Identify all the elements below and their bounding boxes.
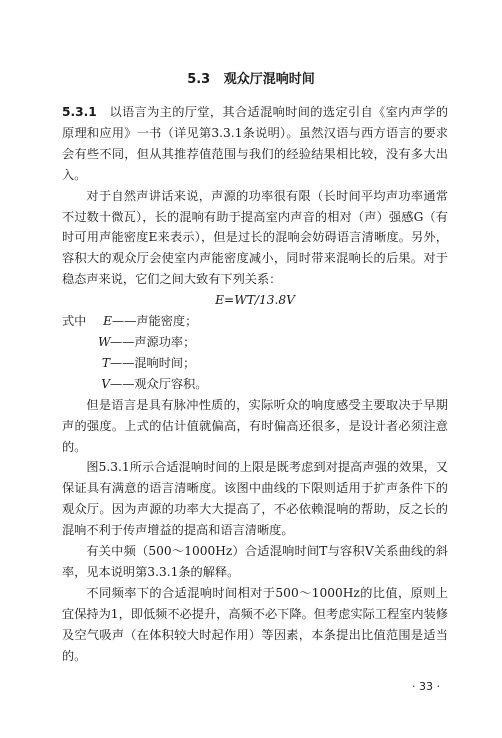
definition-row: [62, 311, 448, 332]
symbol-desc: ——混响时间；: [110, 355, 196, 370]
clause-number: 5.3.1: [62, 105, 97, 119]
section-heading: [0, 68, 502, 87]
paragraph-natural-voice: 对于自然声讲话来说，声源的功率很有限（长时间平均声功率通常不过数十微瓦），长的混响有助于提高室内声音的相对（声）强感G（有时可用声能密度E来表示），但是过长的混响会妨碍语言清晰度。另外，容积大的观众厅会使室内声能密度减小，同时带来混响长的后果。对于稳态声来说，它们之间大致有下列关系：: [62, 188, 448, 287]
clause-paragraph: [62, 102, 448, 186]
section-number: 5.3: [187, 72, 211, 87]
definition-row: [62, 353, 448, 374]
paragraph-slope: 有关中频（500～1000Hz）合适混响时间T与容积V关系曲线的斜率，见本说明第3.3.1条的解释。: [62, 544, 448, 579]
paragraph-figure-description: 图5.3.1所示合适混响时间的上限是既考虑到对提高声强的效果，又保证具有满意的语言清晰度。该图中曲线的下限则适用于扩声条件下的观众厅。因为声源的功率大大提高了，不必依赖混响的帮助，反之长的混响不利于传声增益的提高和语言清晰度。: [62, 460, 448, 538]
definition-row: [62, 332, 448, 353]
symbol: V: [101, 376, 110, 391]
document-body: [62, 102, 448, 666]
clause-text: 以语言为主的厅堂，其合适混响时间的选定引自《室内声学的原理和应用》一书（详见第3.3.1条说明）。虽然汉语与西方语言的要求会有些不同，但从其推荐值范围与我们的经验结果相比较，没有多大出入。: [62, 105, 449, 182]
formula: E=WT/13.8V: [215, 293, 295, 308]
symbol-desc: ——声能密度；: [112, 314, 198, 329]
page-number: · 33 ·: [412, 680, 440, 693]
symbol-desc: ——声源功率；: [110, 334, 196, 349]
definition-row: [62, 374, 448, 395]
symbol: W: [98, 334, 111, 349]
where-label: 式中: [62, 314, 87, 329]
symbol: T: [101, 355, 110, 370]
paragraph-pulse-nature: 但是语言是具有脉冲性质的，实际听众的响度感受主要取决于早期声的强度。上式的估计值就偏高，有时偏高还很多，是设计者必须注意的。: [62, 397, 448, 454]
paragraph-frequency-ratio: 不同频率下的合适混响时间相对于500～1000Hz的比值，原则上宜保持为1，即低频不必提升，高频不必下降。但考虑实际工程室内装修及空气吸声（在体积较大时起作用）等因素，本条提出比值范围是适当的。: [62, 585, 448, 663]
symbol-desc: ——观众厅容积。: [110, 376, 208, 391]
symbol: E: [103, 314, 112, 329]
symbol-definitions: [62, 311, 448, 395]
section-title: 观众厅混响时间: [223, 72, 315, 87]
